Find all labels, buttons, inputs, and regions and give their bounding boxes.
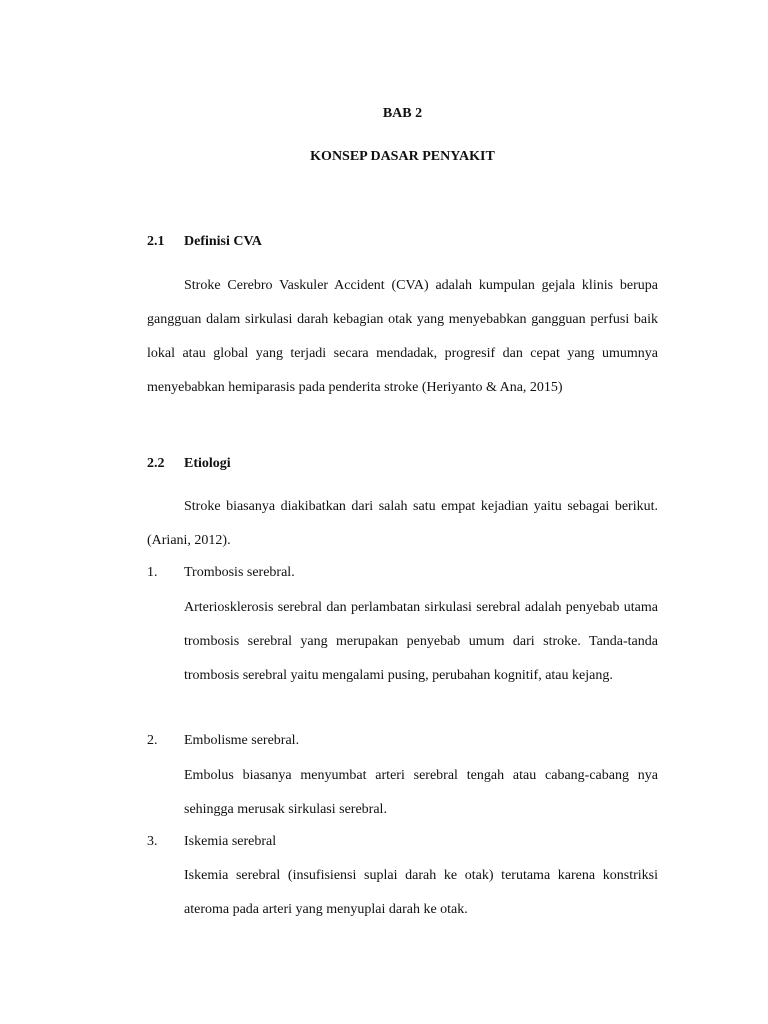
paragraph-etiologi: Stroke biasanya diakibatkan dari salah satu empat kejadian yaitu sebagai berikut. (Ariani, 2012). [147, 499, 658, 548]
chapter-label: BAB 2 [382, 106, 423, 121]
section-title: Definisi CVA [184, 234, 262, 249]
list-item-number: 3. [147, 834, 158, 849]
list-item-title: Embolisme serebral. [184, 733, 300, 748]
list-item-text: Arteriosklerosis serebral dan perlambatan sirkulasi serebral adalah penyebab utama trombosis serebral yang merupakan penyebab umum dari stroke. Tanda-tanda trombosis serebral yaitu mengalami pusing, perubahan kognitif, atau kejang. [184, 600, 658, 683]
list-item-text: Iskemia serebral (insufisiensi suplai darah ke otak) terutama karena konstriksi ateroma pada arteri yang menyuplai darah ke otak. [184, 868, 658, 917]
chapter-title: KONSEP DASAR PENYAKIT [310, 149, 495, 164]
section-number: 2.2 [147, 456, 165, 471]
list-item-title: Iskemia serebral [184, 834, 277, 849]
section-number: 2.1 [147, 234, 165, 249]
list-item-title: Trombosis serebral. [184, 565, 295, 580]
section-title: Etiologi [184, 456, 231, 471]
paragraph-definisi: Stroke Cerebro Vaskuler Accident (CVA) adalah kumpulan gejala klinis berupa gangguan dalam sirkulasi darah kebagian otak yang menyebabkan gangguan perfusi baik lokal atau global yang terjadi secara mendadak, progresif dan cepat yang umumnya menyebabkan hemiparasis pada penderita stroke (Heriyanto & Ana, 2015) [147, 278, 658, 395]
list-item-number: 2. [147, 733, 158, 748]
list-item-number: 1. [147, 565, 158, 580]
list-item-text: Embolus biasanya menyumbat arteri serebral tengah atau cabang-cabang nya sehingga merusak sirkulasi serebral. [184, 768, 658, 817]
